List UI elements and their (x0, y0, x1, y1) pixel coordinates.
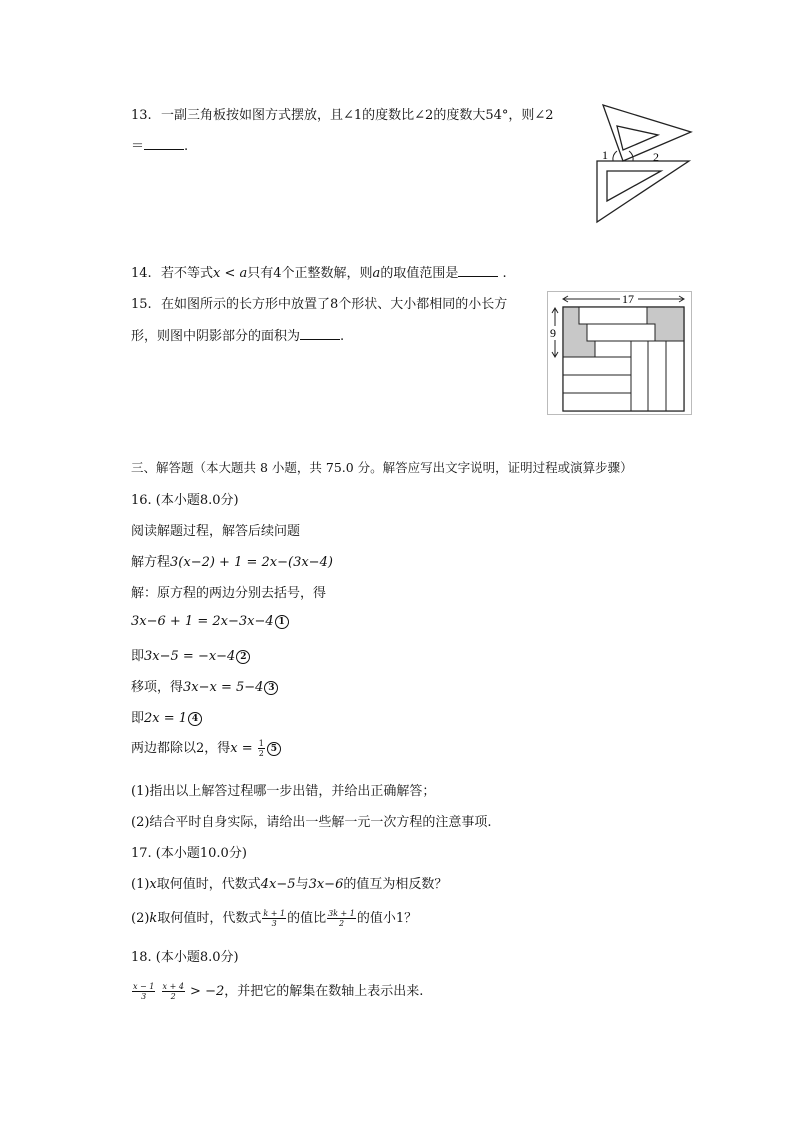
q17-p1-text-1: 取何值时，代数式 (156, 877, 261, 892)
q18-fraction-1 (132, 982, 155, 1001)
q17-fraction-2-denominator: 2 (338, 919, 345, 928)
q17-p1-label: (1) (131, 877, 150, 892)
step-marker-5: 5 (267, 742, 281, 756)
q18-header: 18. (本小题8.0分) (131, 950, 239, 965)
q14-text-2: 只有4个正整数解，则 (247, 266, 373, 281)
q15-text-1: 在如图所示的长方形中放置了8个形状、大小都相同的小长方 (161, 297, 508, 312)
q17-p1-var: x (149, 877, 157, 892)
q17-p2-var: k (149, 911, 158, 926)
q17-fraction-2-numerator: 3k + 1 (328, 909, 355, 918)
height-label: 9 (550, 326, 556, 340)
q16-step-1 (131, 614, 289, 629)
q15-line2 (131, 325, 344, 344)
q15-answer-blank[interactable] (300, 339, 340, 340)
q18-relation: > −2 (185, 984, 225, 999)
q16-step-3-prefix: 移项，得 (131, 680, 184, 695)
angle-label-1: 1 (602, 148, 608, 162)
section-3-title: 三、解答题（本大题共 8 小题，共 75.0 分。解答应写出文字说明，证明过程或演算步骤） (131, 460, 633, 475)
q16-solution-intro: 解：原方程的两边分别去括号，得 (131, 586, 327, 601)
q14-number: 14. (131, 266, 152, 281)
q14-inequality: x < a (213, 266, 248, 281)
q17-p1-expr-2: 3x−6 (308, 877, 344, 892)
q17-header: 17. (本小题10.0分) (131, 846, 247, 861)
q13-answer-blank[interactable] (144, 149, 184, 150)
q17-fraction-1-numerator: k + 1 (263, 909, 286, 918)
q17-part-2 (131, 907, 417, 928)
q16-step-5-prefix: 两边都除以2，得 (131, 741, 231, 756)
q16-eq-label: 解方程 (131, 555, 171, 570)
q18-text: ，并把它的解集在数轴上表示出来. (224, 984, 424, 999)
q17-p1-expr-1: 4x−5 (260, 877, 296, 892)
q15-text-2: 形，则图中阴影部分的面积为 (131, 329, 301, 344)
q13-line1 (131, 104, 554, 123)
q16-fraction (258, 739, 265, 758)
q16-part-1: (1)指出以上解答过程哪一步出错，并给出正确解答； (131, 784, 436, 799)
q14-period: . (498, 266, 507, 281)
q15-line1 (131, 293, 507, 312)
q13-text: 一副三角板按如图方式摆放，且∠1的度数比∠2的度数大54°，则∠2 (161, 108, 554, 123)
q16-step-4 (131, 707, 202, 726)
q17-part-1 (131, 873, 447, 892)
q16-intro: 阅读解题过程，解答后续问题 (131, 524, 301, 539)
q18-fraction-1-numerator: x − 1 (133, 982, 155, 991)
q16-step-4-prefix: 即 (131, 711, 145, 726)
q17-p2-text-3: 的值小1？ (356, 911, 418, 926)
q16-eq-math: 3(x−2) + 1 = 2x−(3x−4) (170, 555, 333, 570)
q13-number: 13. (131, 108, 152, 123)
triangle-set-figure (586, 98, 696, 226)
q16-step-2-prefix: 即 (131, 649, 145, 664)
q16-step-3 (131, 676, 278, 695)
q14-answer-blank[interactable] (458, 276, 498, 277)
q17-fraction-1-denominator: 3 (271, 919, 277, 928)
q16-step-2-math: 3x−5 = −x−4 (144, 649, 236, 664)
step-marker-3: 3 (264, 681, 278, 695)
q15-number: 15. (131, 297, 152, 312)
q13-line2 (131, 135, 188, 154)
q16-step-2 (131, 645, 250, 664)
q16-fraction-numerator: 1 (258, 739, 264, 748)
step-marker-2: 2 (236, 650, 250, 664)
q16-step-3-math: 3x−x = 5−4 (183, 680, 264, 695)
q14-text-1: 若不等式 (161, 266, 214, 281)
width-label: 17 (622, 292, 634, 306)
q17-p2-text-1: 取何值时，代数式 (157, 911, 262, 926)
q18-fraction-2-numerator: x + 4 (162, 982, 184, 991)
q16-step-1-math: 3x−6 + 1 = 2x−3x−4 (131, 614, 274, 629)
q17-p1-text-2: 与 (295, 877, 309, 892)
q14-text-3: 的取值范围是 (380, 266, 459, 281)
q17-p2-label: (2) (131, 911, 150, 926)
step-marker-1: 1 (275, 615, 289, 629)
q17-p2-text-2: 的值比 (287, 911, 327, 926)
q16-part-2: (2)结合平时自身实际，请给出一些解一元一次方程的注意事项. (131, 815, 492, 830)
q17-fraction-2 (327, 909, 356, 928)
q16-fraction-denominator: 2 (258, 749, 264, 758)
step-marker-4: 4 (188, 712, 202, 726)
q16-step-4-math: 2x = 1 (144, 711, 188, 726)
q17-p1-text-3: 的值互为相反数？ (343, 877, 448, 892)
q18-inequality (131, 980, 423, 1001)
q14-line (131, 262, 507, 281)
q13-period: . (184, 139, 189, 154)
angle-label-2: 2 (653, 150, 659, 164)
q18-fraction-1-denominator: 3 (141, 992, 147, 1001)
q16-equation (131, 551, 333, 570)
q18-fraction-2 (162, 982, 185, 1001)
q16-step-5 (131, 737, 281, 758)
q16-header: 16. (本小题8.0分) (131, 493, 239, 508)
q16-step-5-lhs: x = (230, 741, 257, 756)
q14-variable: a (372, 266, 381, 281)
q18-fraction-2-denominator: 2 (170, 992, 176, 1001)
rectangle-figure (547, 291, 692, 415)
q13-equals: ＝ (131, 139, 145, 154)
q17-fraction-1 (262, 909, 286, 928)
q15-period: . (340, 329, 345, 344)
